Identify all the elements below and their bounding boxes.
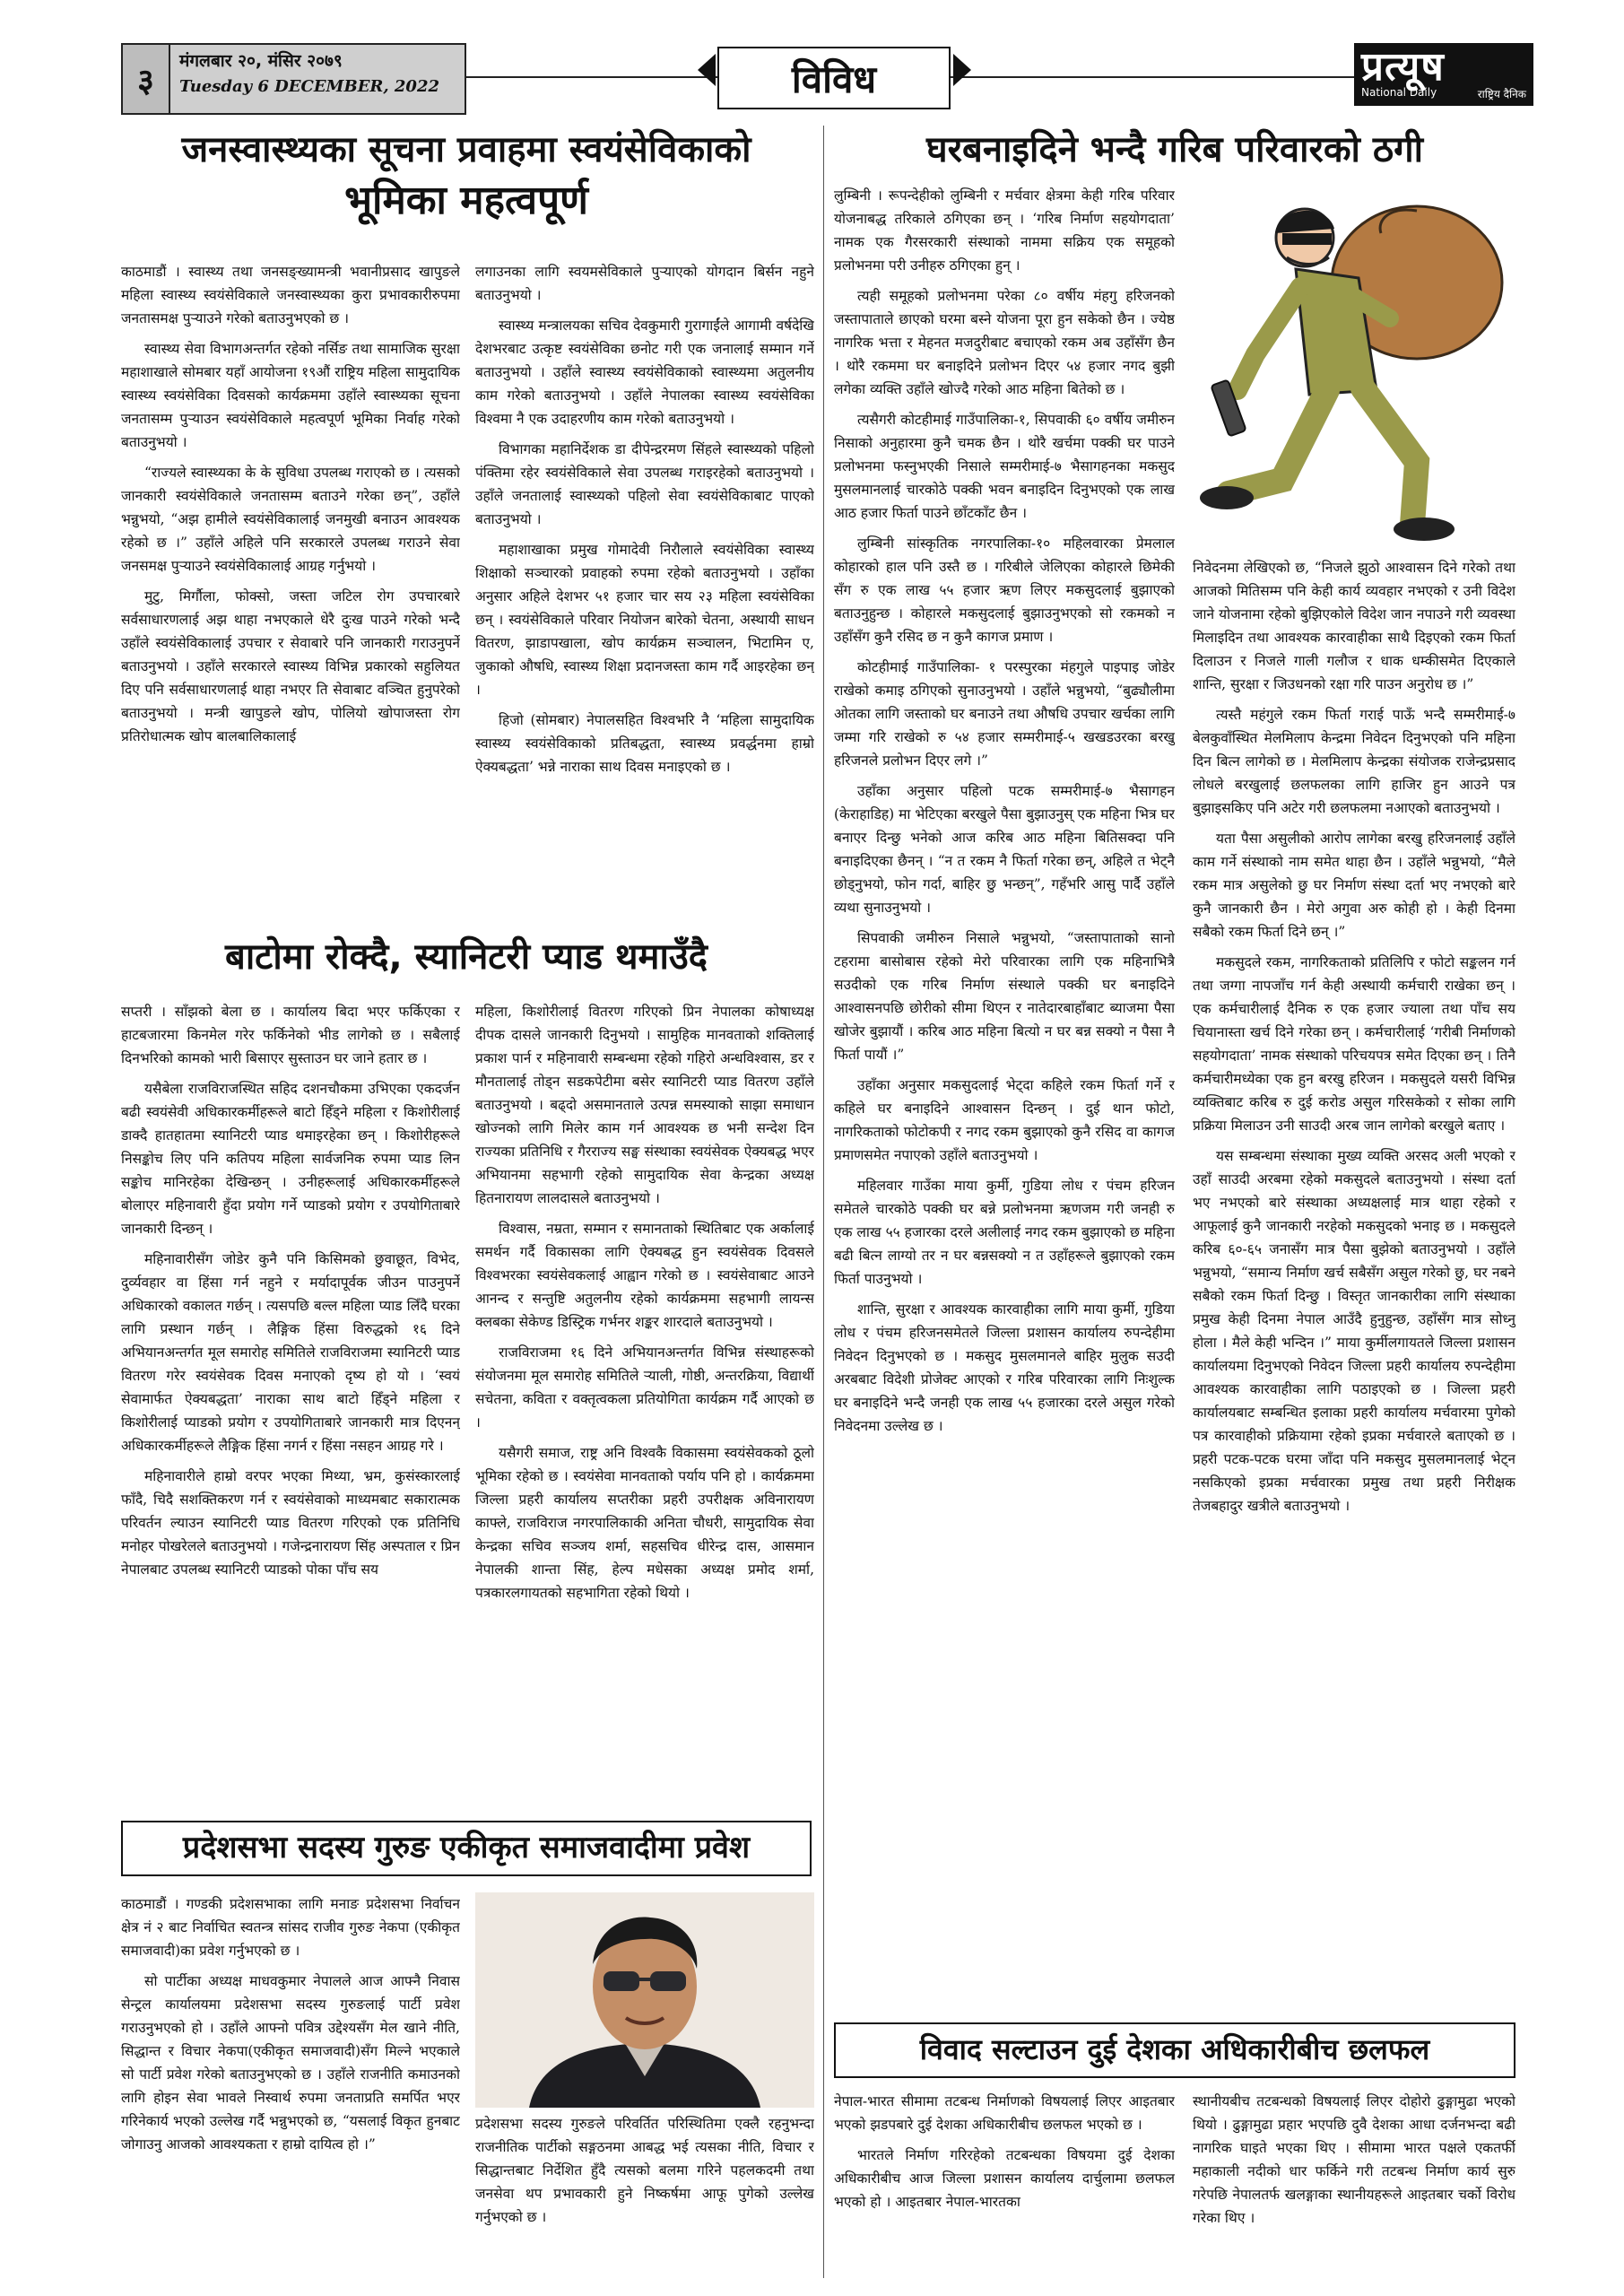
article5-headline: विवाद सल्टाउन दुई देशका अधिकारीबीच छलफल bbox=[834, 2022, 1515, 2078]
article1-para: विभागका महानिर्देशक डा दीपेन्द्ररमण सिंहले स्वास्थ्यको पहिलो पंक्तिमा रहेर स्वयंसेविकाले सेवा उपलब्ध गराइरहेको बताउनुभयो । उहाँले जनतालाई स्वास्थ्यको पहिलो सेवा स्वयंसेविकाबाट पाएको बताउनुभयो । bbox=[475, 441, 814, 527]
masthead-name: प्रत्यूष bbox=[1361, 44, 1445, 90]
article5-para: भारतले निर्माण गरिरहेको तटबन्धका विषयमा दुई देशका अधिकारीबीच आज जिल्ला प्रशासन कार्यालय दार्चुलामा छलफल भएको हो । आइतबार नेपाल-भारतका bbox=[834, 2147, 1175, 2210]
article1-para: स्वास्थ्य सेवा विभागअन्तर्गत रहेको नर्सिङ तथा सामाजिक सुरक्षा महाशाखाले सोमबार यहाँ आयोजना १९औं राष्ट्रिय महिला सामुदायिक स्वास्थ्य स्वयंसेविका दिवसको कार्यक्रममा उहाँले स्वास्थ्यका सूचना जनतासम्म पुऱ्याउन स्वयंसेविकाले महत्वपूर्ण भूमिका निर्वाह गरेको बताउनुभयो । bbox=[121, 341, 460, 450]
article2-col1 bbox=[121, 1000, 460, 1807]
photo-caption: प्रदेशसभा सदस्य गुरुङले परिवर्तित परिस्थितिमा एक्लै रहनुभन्दा राजनीतिक पार्टीको सङ्गठनमा आबद्ध भई त्यसका नीति, विचार र सिद्धान्तबाट निर्देशित हुँदै त्यसको बलमा गरिने पहलकदमी तथा जनसेवा थप प्रभावकारी हुने निष्कर्षमा आफू पुगेको उल्लेख गर्नुभएको छ । bbox=[475, 2116, 814, 2225]
masthead-logo bbox=[1354, 43, 1533, 106]
article4-para: यस सम्बन्धमा संस्थाका मुख्य व्यक्ति अरसद अली भएको र उहाँ साउदी अरबमा रहेको मकसुदले बताउनुभयो । संस्था दर्ता भए नभएको बारे संस्थाका अध्यक्षलाई मात्र थाहा रहेको र आफूलाई कुनै जानकारी नरहेको मकसुदको भनाइ छ । मकसुदले करिब ६०-६५ जनासँग मात्र पैसा बुझेको बताउनुभयो । उहाँले भन्नुभयो, “समान्य निर्माण खर्च सबैसँग असुल गरेको छु, घर नबने सबैको रकम फिर्ता दिन्छु । विस्तृत जानकारीका लागि संस्थाका प्रमुख केही दिनमा नेपाल आउँदै हुनुहुन्छ, उहाँसँग मात्र सोध्नु होला । मैले केही भन्दिन ।” माया कुर्मीलगायतले जिल्ला प्रशासन कार्यालयमा दिनुभएको निवेदन जिल्ला प्रहरी कार्यालय रुपन्देहीमा आवश्यक कारवाहीका लागि पठाइएको छ । जिल्ला प्रहरी कार्यालयबाट सम्बन्धित इलाका प्रहरी कार्यालय मर्चवारमा पुगेको पत्र कारवाहीको प्रक्रियामा रहेको इप्रका मर्चवारले बताएको छ । प्रहरी पटक-पटक घरमा जाँदा पनि मकसुद मुसलमानलाई भेट्न नसकिएको इप्रका मर्चवारका प्रमुख तथा प्रहरी निरीक्षक तेजबहादुर खत्रीले बताउनुभयो । bbox=[1193, 1148, 1515, 1514]
article4-para: कोटहीमाई गाउँपालिका- १ परस्पुरका मंहगुले पाइपाइ जोडेर राखेको कमाइ ठगिएको सुनाउनुभयो । उहाँले भन्नुभयो, “बुढ्यौलीमा ओतका लागि जस्ताको घर बनाउने तथा औषधि उपचार खर्चका लागि जम्मा गरि राखेको रु ५४ हजार सम्मरीमाई-५ खखडउरका बरखु हरिजनले प्रलोभन दिएर लगे ।” bbox=[834, 659, 1175, 769]
article4-col1 bbox=[834, 184, 1175, 2013]
article4-headline: घरबनाइदिने भन्दै गरिब परिवारको ठगी bbox=[926, 129, 1423, 170]
portrait-photo bbox=[475, 1892, 814, 2108]
article4-para: निवेदनमा लेखिएको छ, “निजले झुठो आश्वासन दिने गरेको तथा आजको मितिसम्म पनि केही कार्य व्यवहार नभएको र उनी विदेश जाने योजनामा रहेको बुझिएकोले विदेश जान नपाउने गरी व्यवस्था मिलाइदिन तथा आवश्यक कारवाहीका साथै दिइएको रकम फिर्ता दिलाउन र निजले गाली गलौज र धाक धम्कीसमेत दिएकाले शान्ति, सुरक्षा र जिउधनको रक्षा गरि पाउन अनुरोध छ ।” bbox=[1193, 560, 1515, 692]
article2-headline: बाटोमा रोक्दै, स्यानिटरी प्याड थमाउँदै bbox=[224, 936, 708, 978]
article2-para: यसैगरी समाज, राष्ट्र अनि विश्वकै विकासमा स्वयंसेवकको ठूलो भूमिका रहेको छ । स्वयंसेवा मानवताको पर्याय पनि हो । कार्यक्रममा जिल्ला प्रहरी कार्यालय सप्तरीका प्रहरी उपरीक्षक अविनारायण काफ्ले, राजविराज नगरपालिकाकी अनिता चौधरी, सामुदायिक सेवा केन्द्रका सचिव सञ्जय शर्मा, सहसचिव धीरेन्द्र दास, आसमान नेपालकी शान्ता सिंह, हेल्प मधेसका अध्यक्ष प्रमोद शर्मा, पत्रकारलगायतको सहभागिता रहेको थियो । bbox=[475, 1445, 814, 1601]
article4-para: शान्ति, सुरक्षा र आवश्यक कारवाहीका लागि माया कुर्मी, गुडिया लोध र पंचम हरिजनसमेतले जिल्ला प्रशासन कार्यालय रुपन्देहीमा निवेदन दिनुभएको छ । मकसुद मुसलमानले बाहिर मुलुक सउदी अरबबाट विदेशी प्रोजेक्ट आएको र गरिब परिवारका लागि निःशुल्क घर बनाइदिने भन्दै जनही एक लाख ५५ हजारका दरले असुल गरेको निवेदनमा उल्लेख छ । bbox=[834, 1301, 1175, 1434]
article2-para: विश्वास, नम्रता, सम्मान र समानताको स्थितिबाट एक अर्कालाई समर्थन गर्दै विकासका लागि ऐक्यबद्ध हुन स्वयंसेवक दिवसले विश्वभरका स्वयंसेवकलाई आह्वान गरेको छ । स्वयंसेवाबाट आउने आनन्द र सन्तुष्टि अतुलनीय रहेको कार्यक्रममा सहभागी लायन्स क्लबका सेकेण्ड डिस्ट्रिक गर्भनर शङ्कर शारदाले बताउनुभयो । bbox=[475, 1221, 814, 1330]
article1-para: लगाउनका लागि स्वयमसेविकाले पुऱ्याएको योगदान बिर्सन नहुने बताउनुभयो । bbox=[475, 264, 814, 303]
article2-col2 bbox=[475, 1000, 814, 1807]
thief-icon bbox=[1193, 184, 1515, 543]
article2-para: राजविराजमा १६ दिने अभियानअन्तर्गत विभिन्न संस्थाहरूको संयोजनमा मूल समारोह समितिले ऱ्याली, गोष्ठी, अन्तरक्रिया, विद्यार्थी सचेतना, कविता र वक्तृत्वकला प्रतियोगिता कार्यक्रम गर्दै आएको छ । bbox=[475, 1344, 814, 1431]
arrow-right-icon bbox=[953, 54, 971, 86]
article5-para: नेपाल-भारत सीमामा तटबन्ध निर्माणको विषयलाई लिएर आइतबार भएको झडपबारे दुई देशका अधिकारीबीच छलफल भएको छ । bbox=[834, 2093, 1175, 2133]
article1-para: महाशाखाका प्रमुख गोमादेवी निरौलाले स्वयंसेविका स्वास्थ्य शिक्षाको सञ्चारको प्रवाहको रुपमा रहेको बताउनुभयो । उहाँका अनुसार अहिले देशभर ५१ हजार चार सय २३ महिला स्वयंसेविका छन् । स्वयंसेविकाले परिवार नियोजन बारेको चेतना, अस्थायी साधन वितरण, झाडापखाला, खोप कार्यक्रम सञ्चालन, भिटामिन ए, जुकाको औषधि, स्वास्थ्य शिक्षा प्रदानजस्ता काम गर्दै आइरहेका छन् । bbox=[475, 542, 814, 698]
article1-headline-line2: भूमिका महत्वपूर्ण bbox=[344, 178, 588, 223]
article3-para: सो पार्टीका अध्यक्ष माधवकुमार नेपालले आज आफ्नै निवास सेन्ट्रल कार्यालयमा प्रदेशसभा सदस्य गुरुङलाई पार्टी प्रवेश गराउनुभएको हो । उहाँले आफ्नो पवित्र उद्देश्यसँग मेल खाने नीति, सिद्धान्त र विचार नेकपा(एकीकृत समाजवादी)सँग मिल्ने भएकाले सो पार्टी प्रवेश गरेको बताउनुभएको छ । उहाँले राजनीति कमाउनको लागि होइन सेवा भावले निस्वार्थ रुपमा जनताप्रति समर्पित भएर गरिनेकार्य भएको उल्लेख गर्दै भन्नुभएको छ, “यसलाई विकृत हुनबाट जोगाउनु आजको आवश्यकता र हाम्रो दायित्व हो ।” bbox=[121, 1973, 460, 2152]
article4-para: यता पैसा असुलीको आरोप लागेका बरखु हरिजनलाई उहाँले काम गर्ने संस्थाको नाम समेत थाहा छैन । उहाँले भन्नुभयो, “मैले रकम मात्र असुलेको छु घर निर्माण संस्था दर्ता भए नभएको बारे कुनै जानकारी छैन । मेरो अगुवा अरु कोही हो । केही दिनमा सबैको रकम फिर्ता दिने छन् ।” bbox=[1193, 831, 1515, 940]
article2-para: महिला, किशोरीलाई वितरण गरिएको प्रिन नेपालका कोषाध्यक्ष दीपक दासले जानकारी दिनुभयो । सामुहिक मानवताको शक्तिलाई प्रकाश पार्न र महिनावारी सम्बन्धमा रहेको गहिरो अन्धविश्वास, डर र मौनतालाई तोड्न सडकपेटीमा बसेर स्यानिटरी प्याड वितरण उहाँले बताउनुभयो । बढ्दो असमानताले उत्पन्न समस्याको साझा समाधान खोज्नको लागि मिलेर काम गर्न आवश्यक छ भनी सन्देश दिन राज्यका प्रतिनिधि र गैरराज्य सङ्घ संस्थाका स्वयंसेवक ऐक्यबद्ध भएर अभियानमा सहभागी रहेको सामुदायिक सेवा केन्द्रका अध्यक्ष हितनारायण लालदासले बताउनुभयो । bbox=[475, 1004, 814, 1206]
article4-para: उहाँका अनुसार मकसुदलाई भेट्दा कहिले रकम फिर्ता गर्ने र कहिले घर बनाइदिने आश्वासन दिन्छन् । दुई थान फोटो, नागरिकताको फोटोकपी र नगद रकम बुझाएको कुनै रसिद वा कागज प्रमाणसमेत नपाएको उहाँले बताउनुभयो । bbox=[834, 1077, 1175, 1163]
date-english: Tuesday 6 DECEMBER, 2022 bbox=[179, 77, 440, 96]
article1-para: “राज्यले स्वास्थ्यका के के सुविधा उपलब्ध गराएको छ । त्यसको जानकारी स्वयंसेविकाले जनतासम्म बताउने गरेका छन्”, उहाँले भन्नुभयो, “अझ हामीले स्वयंसेविकालाई जनमुखी बनाउन आवश्यक रहेको छ ।” उहाँले अहिले पनि सरकारले उपलब्ध गराउने सेवा जनसमक्ष पुऱ्याउने स्वयंसेविकालाई आग्रह गर्नुभयो । bbox=[121, 465, 460, 574]
column-divider bbox=[823, 126, 824, 2278]
section-title: विविध bbox=[717, 47, 951, 109]
article3-headline: प्रदेशसभा सदस्य गुरुङ एकीकृत समाजवादीमा प्रवेश bbox=[121, 1821, 812, 1876]
article4-para: लुम्बिनी । रूपन्देहीको लुम्बिनी र मर्चवार क्षेत्रमा केही गरिब परिवार योजनाबद्ध तरिकाले ठगिएका छन् । ‘गरिब निर्माण सहयोगदाता’ नामक एक गैरसरकारी संस्थाको नाममा सक्रिय एक समूहको प्रलोभनमा परी उनीहरु ठगिएका हुन् । bbox=[834, 187, 1175, 274]
article5-para: स्थानीयबीच तटबन्धको विषयलाई लिएर दोहोरो ढुङ्गामुढा भएको थियो । ढुङ्गामुढा प्रहार भएपछि दुवै देशका आधा दर्जनभन्दा बढी नागरिक घाइते भएका थिए । सीमामा भारत पक्षले एकतर्फी महाकाली नदीको धार फर्किने गरी तटबन्ध निर्माण कार्य सुरु गरेपछि नेपालतर्फ खलङ्गाका स्थानीयहरूले आइतबार चर्को विरोध गरेका थिए । bbox=[1193, 2093, 1515, 2226]
article2-para: महिनावारीले हाम्रो वरपर भएका मिथ्या, भ्रम, कुसंस्कारलाई फाँदै, चिदै सशक्तिकरण गर्न र स्वयंसेवाको माध्यमबाट सकारात्मक परिवर्तन ल्याउन स्यानिटरी प्याड वितरण गरिएको एक प्रतिनिधि मनोहर पोखरेलले बताउनुभयो । गजेन्द्रनारायण सिंह अस्पताल र प्रिन नेपालबाट उपलब्ध स्यानिटरी प्याडको पोका पाँच सय bbox=[121, 1468, 460, 1578]
article4-para: त्यसैगरी कोटहीमाई गाउँपालिका-१, सिपवाकी ६० वर्षीय जमीरुन निसाको अनुहारमा कुनै चमक छैन । थोरै खर्चमा पक्की घर पाउने प्रलोभनमा फस्नुभएकी निसाले सम्मरीमाई-७ भैसागहनका मकसुद मुसलमानलाई चारकोठे पक्की भवन बनाइदिन दिनुभएको एक लाख आठ हजार फिर्ता पाउने छाँटकाँट छैन । bbox=[834, 412, 1175, 521]
article4-para: लुम्बिनी सांस्कृतिक नगरपालिका-१० महिलवारका प्रेमलाल कोहारको हाल पनि उस्तै छ । गरिबीले जेलिएका कोहारले छिमेकी सँग रु एक लाख ५५ हजार ऋण लिएर मकसुदलाई बुझाएको बताउनुहुन्छ । कोहारले मकसुदलाई बुझाउनुभएको सो रकमको न उहाँसँग कुनै रसिद छ न कुनै कागज प्रमाण । bbox=[834, 535, 1175, 645]
thief-illustration bbox=[1193, 184, 1515, 543]
article1-col2 bbox=[475, 260, 814, 906]
article1-para: मुटु, मिर्गौला, फोक्सो, जस्ता जटिल रोग उपचारबारे सर्वसाधारणलाई अझ थाहा नभएकाले धेरै दुःख पाउने गरेको भन्दै उहाँले स्वयंसेविकालाई उपचार र सेवाबारे पनि जानकारी गराउनुपर्ने बताउनुभयो । उहाँले सरकारले स्वास्थ्य विभिन्न प्रकारको सहुलियत दिए पनि सर्वसाधारणलाई थाहा नभएर ति सेवाबाट वञ्चित हुनुपरेको बताउनुभयो । मन्त्री खापुङले खोप, पोलियो खोपाजस्ता रोग प्रतिरोधात्मक खोप बालबालिकालाई bbox=[121, 588, 460, 744]
article4-para: उहाँका अनुसार पहिलो पटक सम्मरीमाई-७ भैसागहन (केराहाडिह) मा भेटिएका बरखुले पैसा बुझाउनुस् एक महिना भित्र घर बनाएर दिन्छु भनेको आज करिब आठ महिना बितिसक्दा पनि बनाइदिएका छैनन् । “न त रकम नै फिर्ता गरेका छन्, अहिले त भेट्नै छोड्नुभयो, फोन गर्दा, बाहिर छु भन्छन्”, गहँभरि आसु पार्दै उहाँले व्यथा सुनाउनुभयो । bbox=[834, 783, 1175, 916]
article1-headline-line1: जनस्वास्थ्यका सूचना प्रवाहमा स्वयंसेविकाको bbox=[181, 129, 751, 170]
article4-para: सिपवाकी जमीरुन निसाले भन्नुभयो, “जस्तापाताको सानो टहरामा बासोबास रहेको मेरो परिवारका लागि एक महिनाभित्रै सउदीको एक गरिब निर्माण संस्थाले पक्की घर बनाइदिने आश्वासनपछि छोरीको सीमा थिएन र नातेदारबाहाँबाट ब्याजमा पैसा खोजेर बुझायौं । करिब आठ महिना बित्यो न घर बन्न सक्यो न पैसा नै फिर्ता पायौं ।” bbox=[834, 930, 1175, 1063]
date-nepali: मंगलबार २०, मंसिर २०७९ bbox=[179, 51, 343, 71]
masthead-np: राष्ट्रिय दैनिक bbox=[1477, 88, 1526, 100]
article4-para: महिलवार गाउँका माया कुर्मी, गुडिया लोध र पंचम हरिजन समेतले चारकोठे पक्की घर बन्ने प्रलोभनमा ऋणजम गरी जनही रु एक लाख ५५ हजारका दरले अलीलाई नगद रकम बुझाएको छ महिना बढी बित्न लाग्यो तर न घर बन्नसक्यो न त उहाँहरूले बुझाएको रकम फिर्ता पाउनुभयो । bbox=[834, 1178, 1175, 1287]
article4-para: मकसुदले रकम, नागरिकताको प्रतिलिपि र फोटो सङ्कलन गर्न तथा जग्गा नापजाँच गर्न केही अस्थायी कर्मचारी राखेका छन् । एक कर्मचारीलाई दैनिक रु एक हजार ज्याला तथा पाँच सय चियानास्ता खर्च दिने गरेका छन् । कर्मचारीलाई ‘गरीबी निर्माणको सहयोगदाता’ नामक संस्थाको परिचयपत्र समेत दिएका छन् । तिनै कर्मचारीमध्येका एक हुन बरखु हरिजन । मकसुदले यसरी विभिन्न व्यक्तिबाट करिब रु दुई करोड असुल गरिसकेको र सोका लागि प्रक्रिया मिलाउन उनी साउदी अरब जान लागेको बरखुले बताए । bbox=[1193, 954, 1515, 1134]
article1-para: स्वास्थ्य मन्त्रालयका सचिव देवकुमारी गुरागाईंले आगामी वर्षदेखि देशभरबाट उत्कृष्ट स्वयंसेविका छनोट गरी एक जनालाई सम्मान गर्ने बताउनुभयो । उहाँले स्वास्थ्य स्वयंसेविकाको स्वास्थ्यमा अतुलनीय काम गरेको बताउनुभयो । उहाँले नेपालका स्वास्थ्य स्वयंसेविका विश्वमा नै एक उदाहरणीय काम गरेको बताउनुभयो । bbox=[475, 317, 814, 427]
article2-para: सप्तरी । साँझको बेला छ । कार्यालय बिदा भएर फर्किएका र हाटबजारमा किनमेल गरेर फर्किनेको भीड लागेको छ । सबैलाई दिनभरिको कामको भारी बिसाएर सुस्ताउन घर जाने हतार छ । bbox=[121, 1004, 460, 1066]
article2-para: यसैबेला राजविराजस्थित सहिद दशनचौकमा उभिएका एकदर्जन बढी स्वयंसेवी अधिकारकर्मीहरूले बाटो हिँड्ने महिला र किशोरीलाई डाक्दै हातहातमा स्यानिटरी प्याड थमाइरहेका छन् । किशोरीहरूले निसङ्कोच लिए पनि कतिपय महिला सार्वजनिक रुपमा प्याड लिन सङ्कोच मानिरहेका देखिन्छन् । उनीहरूलाई अधिकारकर्मीहरूले बोलाएर महिनावारी हुँदा प्रयोग गर्ने प्याडको प्रयोग र उपयोगिताबारे जानकारी दिन्छन् । bbox=[121, 1081, 460, 1237]
article4-col2 bbox=[1193, 556, 1515, 2013]
article1-para: हिजो (सोमबार) नेपालसहित विश्वभरि नै ‘महिला सामुदायिक स्वास्थ्य स्वयंसेविकाको प्रतिबद्धता, स्वास्थ्य प्रवर्द्धनमा हाम्रो ऐक्यबद्धता’ भन्ने नाराका साथ दिवस मनाइएको छ । bbox=[475, 712, 814, 775]
masthead-en: National Daily bbox=[1361, 86, 1437, 99]
portrait-image bbox=[475, 1892, 814, 2108]
article1-para: काठमाडौं । स्वास्थ्य तथा जनसङ्ख्यामन्त्री भवानीप्रसाद खापुङले महिला स्वास्थ्य स्वयंसेविकाले जनस्वास्थ्यका कुरा प्रभावकारीरुपमा जनतासमक्ष पुऱ्याउने गरेको बताउनुभएको छ । bbox=[121, 264, 460, 326]
article5-col1 bbox=[834, 2090, 1175, 2278]
article1-headline bbox=[121, 126, 812, 227]
article3-col1 bbox=[121, 1892, 460, 2269]
date-box bbox=[170, 43, 466, 115]
article4-para: त्यही समूहको प्रलोभनमा परेका ८० वर्षीय मंहगु हरिजनको जस्तापाताले छाएको घरमा बस्ने योजना पूरा हुन सकेको छैन । ज्येष्ठ नागरिक भत्ता र मेहनत मजदुरीबाट बचाएको रकम अब उहाँसँग छैन । थोरै रकममा घर बनाइदिने प्रलोभन दिएर ५४ हजार नगद बुझी लगेका व्यक्ति उहाँले खोज्दै गरेको आठ महिना बितेको छ । bbox=[834, 288, 1175, 397]
article1-col1 bbox=[121, 260, 460, 906]
article4-para: त्यस्तै महंगुले रकम फिर्ता गराई पाऊँ भन्दै सम्मरीमाई-७ बेलकुवाँस्थित मेलमिलाप केन्द्रमा निवेदन दिनुभएको पनि महिना दिन बित्न लागेको छ । मेलमिलाप केन्द्रका संयोजक राजेन्द्रप्रसाद लोधले बरखुलाई छलफलका लागि हाजिर हुन आउने पत्र बुझाइसकिए पनि अटेर गरी छलफलमा नआएको बताउनुभयो । bbox=[1193, 707, 1515, 816]
article2-para: महिनावारीसँग जोडेर कुनै पनि किसिमको छुवाछूत, विभेद, दुर्व्यवहार वा हिंसा गर्न नहुने र मर्यादापूर्वक जीउन पाउनुपर्ने अधिकारको वकालत गर्छन् । त्यसपछि बल्ल महिला प्याड लिँदै घरका लागि प्रस्थान गर्छन् । लैङ्गिक हिंसा विरुद्धको १६ दिने अभियानअन्तर्गत मूल समारोह समितिले राजविराजमा स्यानिटरी प्याड वितरण गरेर स्वयंसेवक दिवस मनाएको दृष्य हो यो । ‘स्वयं सेवामार्फत ऐक्यबद्धता’ नाराका साथ बाटो हिँड्ने महिला र किशोरीलाई प्याडको प्रयोग र उपयोगिताबारे जानकारी मात्र दिएनन् अधिकारकर्मीहरूले लैङ्गिक हिंसा नगर्न र हिंसा नसहन आग्रह गरे । bbox=[121, 1251, 460, 1454]
article5-col2 bbox=[1193, 2090, 1515, 2278]
page-number: ३ bbox=[121, 43, 170, 115]
article3-para: काठमाडौं । गण्डकी प्रदेशसभाका लागि मनाङ प्रदेशसभा निर्वाचन क्षेत्र नं २ बाट निर्वाचित स्वतन्त्र सांसद राजीव गुरुङ नेकपा (एकीकृत समाजवादी)का प्रवेश गर्नुभएको छ । bbox=[121, 1896, 460, 1959]
arrow-left-icon bbox=[698, 54, 716, 86]
